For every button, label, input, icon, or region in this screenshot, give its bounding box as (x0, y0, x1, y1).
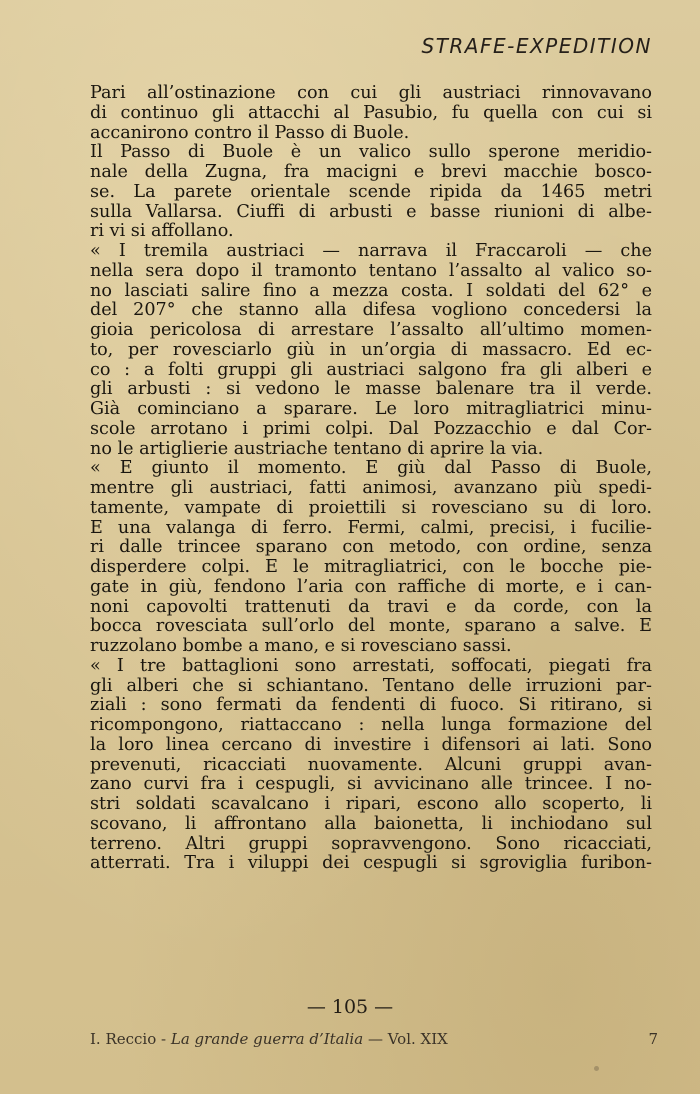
text-line: gli arbusti : si vedono le masse balenare tra il verde. (90, 380, 652, 400)
text-line: ruzzolano bombe a mano, e si rovesciano sassi. (90, 637, 512, 656)
text-line: ziali : sono fermati da fendenti di fuoco. Si ritirano, si (90, 696, 652, 716)
text-line: « I tre battaglioni sono arrestati, soffocati, piegati fra (90, 656, 652, 676)
text-line: gate in giù, fendono l’aria con raffiche di morte, e i can- (90, 577, 652, 597)
text-line: ri vi si affollano. (90, 222, 234, 242)
footer-credit (90, 1030, 448, 1048)
running-head: STRAFE-EXPEDITION (421, 34, 652, 58)
text-line: sulla Vallarsa. Ciuffi di arbusti e basse riunioni di albe- (90, 202, 652, 222)
text-line: scole arrotano i primi colpi. Dal Pozzacchio e dal Cor- (90, 419, 652, 439)
text-line: zano curvi fra i cespugli, si avvicinano alle trincee. I no- (90, 775, 652, 795)
text-line: to, per rovesciarlo giù in un’orgia di massacro. Ed ec- (90, 340, 652, 360)
text-line: noni capovolti trattenuti da travi e da corde, con la (90, 597, 652, 617)
text-line: no lasciati salire fino a mezza costa. I soldati del 62° e (90, 281, 652, 301)
text-line: tamente, vampate di proiettili si rovesciano su di loro. (90, 498, 652, 518)
text-line: di continuo gli attacchi al Pasubio, fu quella con cui si (90, 103, 652, 123)
text-line: gli alberi che si schiantano. Tentano delle irruzioni par- (90, 676, 652, 696)
text-line: mentre gli austriaci, fatti animosi, avanzano più spedi- (90, 479, 652, 498)
text-line: la loro linea cercano di investire i difensori ai lati. Sono (90, 735, 652, 755)
text-line: nella sera dopo il tramonto tentano l’assalto al valico so- (90, 261, 652, 281)
footer-author: I. Reccio - (90, 1030, 171, 1048)
text-line: co : a folti gruppi gli austriaci salgono fra gli alberi e (90, 360, 652, 380)
text-line: bocca rovesciata sull’orlo del monte, sparano a salve. E (90, 617, 652, 637)
text-line: ricompongono, riattaccano : nella lunga formazione del (90, 716, 652, 735)
text-line: se. La parete orientale scende ripida da 1465 metri (90, 182, 652, 202)
text-line: nale della Zugna, fra macigni e brevi macchie bosco- (90, 163, 652, 182)
text-line: terreno. Altri gruppi sopravvengono. Sono ricacciati, (90, 834, 652, 854)
paper-speck (594, 1066, 599, 1071)
text-line: atterrati. Tra i viluppi dei cespugli si sgroviglia furibon- (90, 854, 652, 874)
text-line: prevenuti, ricacciati nuovamente. Alcuni gruppi avan- (90, 755, 652, 775)
text-line: scovano, li affrontano alla baionetta, li inchiodano sul (90, 814, 652, 834)
text-line: « È giunto il momento. E giù dal Passo di Buole, (90, 459, 652, 479)
text-line: « I tremila austriaci — narrava il Fraccaroli — che (90, 242, 652, 261)
text-line: stri soldati scavalcano i ripari, escono allo scoperto, li (90, 795, 652, 814)
text-line: ri dalle trincee sparano con metodo, con ordine, senza (90, 538, 652, 558)
body-text (90, 84, 652, 874)
signature-mark: 7 (648, 1030, 658, 1048)
text-line: Il Passo di Buole è un valico sullo sperone meridio- (90, 143, 652, 163)
text-line: Pari all’ostinazione con cui gli austriaci rinnovavano (90, 84, 652, 103)
footer-volume: — Vol. XIX (363, 1030, 448, 1048)
text-line: È una valanga di ferro. Fermi, calmi, precisi, i fucilie- (90, 518, 652, 538)
text-line: accanirono contro il Passo di Buole. (90, 123, 410, 143)
text-line: del 207° che stanno alla difesa vogliono concedersi la (90, 301, 652, 321)
page-number: — 105 — (306, 996, 394, 1018)
text-line: no le artiglierie austriache tentano di aprire la via. (90, 439, 544, 459)
text-line: disperdere colpi. E le mitragliatrici, con le bocche pie- (90, 558, 652, 577)
footer-book-title: La grande guerra d’Italia (170, 1030, 364, 1048)
text-line: Già cominciano a sparare. Le loro mitragliatrici minu- (90, 400, 652, 419)
text-line: gioia pericolosa di arrestare l’assalto all’ultimo momen- (90, 321, 652, 340)
